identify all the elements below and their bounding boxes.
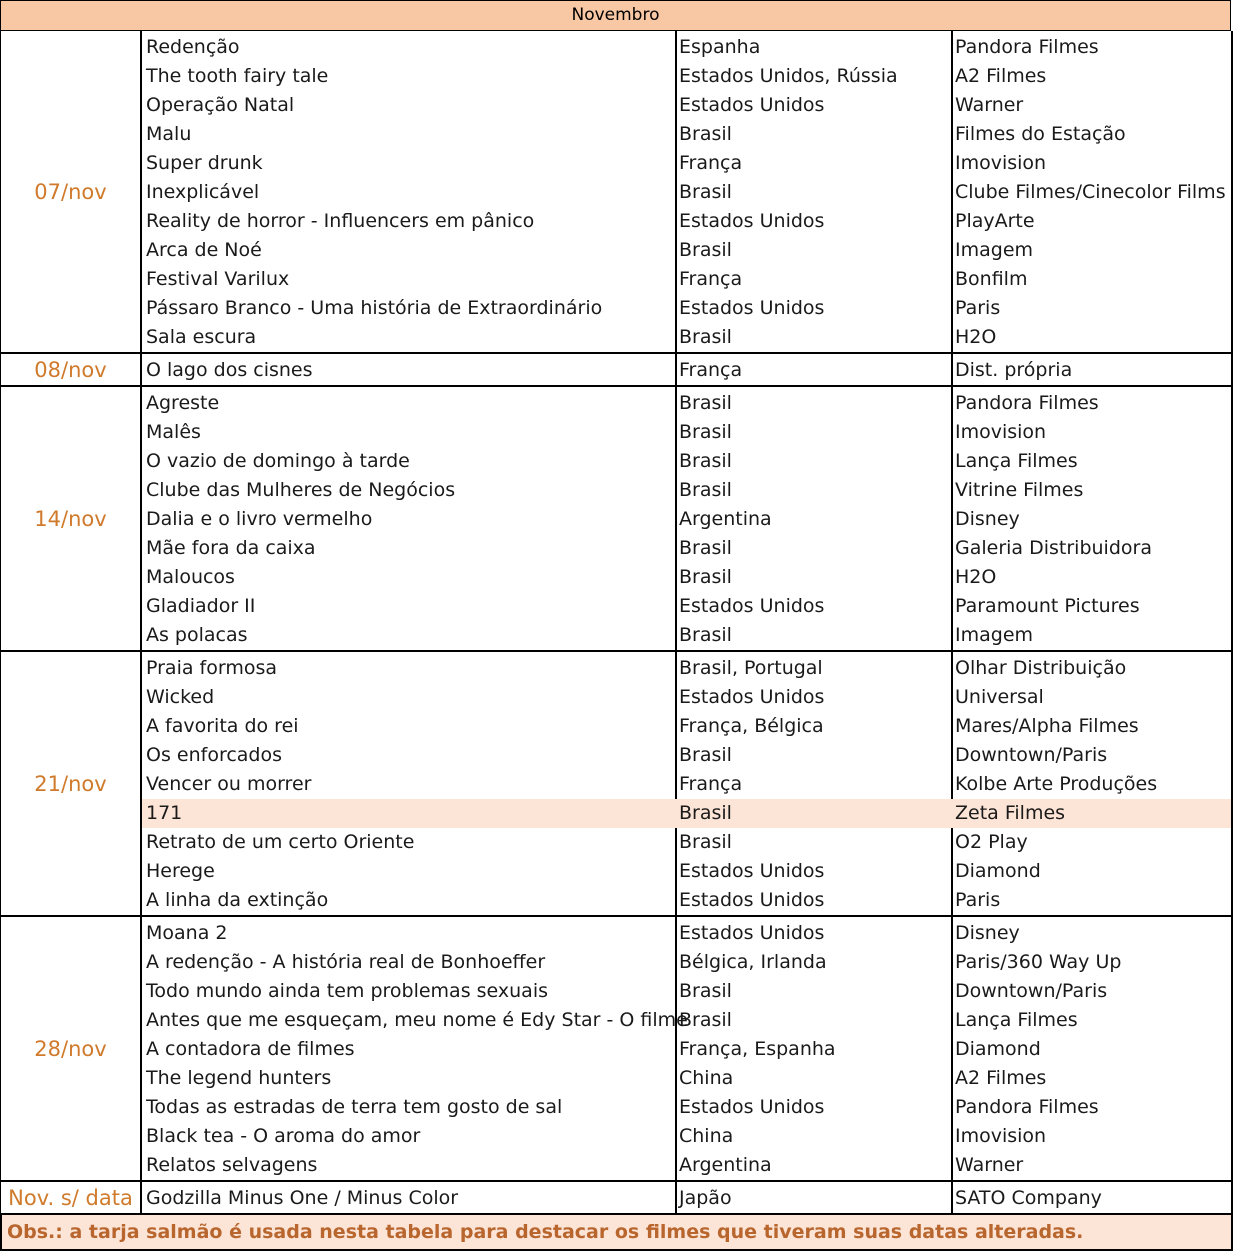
- movie-title: Os enforcados: [146, 744, 283, 766]
- movie-title: The tooth fairy tale: [146, 65, 329, 87]
- movie-title: O lago dos cisnes: [146, 359, 313, 381]
- movie-distributor: Imovision: [955, 152, 1047, 174]
- movie-country: Brasil: [679, 479, 732, 501]
- movie-distributor: Pandora Filmes: [955, 1096, 1099, 1118]
- movie-title: As polacas: [146, 624, 248, 646]
- movie-title: Antes que me esqueçam, meu nome é Edy Star - O filme: [146, 1009, 688, 1031]
- movie-country: Brasil: [679, 181, 732, 203]
- movie-country: Argentina: [679, 1154, 772, 1176]
- movie-country: Estados Unidos: [679, 1096, 825, 1118]
- movie-title: Festival Varilux: [146, 268, 290, 290]
- movie-distributor: Lança Filmes: [955, 450, 1078, 472]
- movie-distributor: Zeta Filmes: [955, 802, 1066, 824]
- movie-country: França: [679, 152, 743, 174]
- movie-distributor: Warner: [955, 94, 1024, 116]
- movie-country: Estados Unidos: [679, 297, 825, 319]
- table-row-highlighted: [142, 799, 1231, 828]
- table-row: [142, 1006, 1231, 1035]
- movie-distributor: Dist. própria: [955, 359, 1073, 381]
- movie-distributor: Warner: [955, 1154, 1024, 1176]
- table-row: [142, 1151, 1231, 1180]
- table-row: [142, 1035, 1231, 1064]
- movie-distributor: Lança Filmes: [955, 1009, 1078, 1031]
- movie-title: Moana 2: [146, 922, 228, 944]
- table-row: [142, 62, 1231, 91]
- movie-country: Brasil: [679, 537, 732, 559]
- table-row: [142, 294, 1231, 323]
- release-date-label: 14/nov: [0, 387, 142, 650]
- movie-title: Mãe fora da caixa: [146, 537, 316, 559]
- movie-title: A favorita do rei: [146, 715, 299, 737]
- movie-title: Super drunk: [146, 152, 263, 174]
- table-row: [142, 977, 1231, 1006]
- table-row: [142, 91, 1231, 120]
- movie-distributor: Pandora Filmes: [955, 36, 1099, 58]
- table-row: [142, 919, 1231, 948]
- movie-country: França: [679, 268, 743, 290]
- movie-country: Estados Unidos: [679, 210, 825, 232]
- table-row: [142, 563, 1231, 592]
- table-row: [142, 33, 1231, 62]
- movie-country: Brasil: [679, 744, 732, 766]
- table-row: [142, 149, 1231, 178]
- movie-distributor: Downtown/Paris: [955, 980, 1108, 1002]
- movie-country: França: [679, 773, 743, 795]
- movie-distributor: Kolbe Arte Produções: [955, 773, 1158, 795]
- movie-distributor: Pandora Filmes: [955, 392, 1099, 414]
- movie-distributor: Universal: [955, 686, 1044, 708]
- movie-country: Argentina: [679, 508, 772, 530]
- movie-country: Brasil: [679, 831, 732, 853]
- movie-title: Clube das Mulheres de Negócios: [146, 479, 456, 501]
- table-row: [142, 323, 1231, 352]
- movie-country: Espanha: [679, 36, 761, 58]
- movie-distributor: A2 Filmes: [955, 65, 1047, 87]
- movie-distributor: Filmes do Estação: [955, 123, 1126, 145]
- movie-title: Wicked: [146, 686, 215, 708]
- movie-title: Relatos selvagens: [146, 1154, 318, 1176]
- table-row: [142, 418, 1231, 447]
- table-row: [142, 447, 1231, 476]
- movie-title: Godzilla Minus One / Minus Color: [146, 1187, 459, 1209]
- movie-country: Brasil, Portugal: [679, 657, 823, 679]
- movie-distributor: Paris/360 Way Up: [955, 951, 1122, 973]
- movie-title: Praia formosa: [146, 657, 278, 679]
- month-header: Novembro: [0, 0, 1231, 31]
- movie-distributor: Paramount Pictures: [955, 595, 1140, 617]
- movie-country: China: [679, 1067, 734, 1089]
- table-row: [142, 505, 1231, 534]
- movie-distributor: Imovision: [955, 421, 1047, 443]
- movie-title: Vencer ou morrer: [146, 773, 312, 795]
- table-row: [142, 534, 1231, 563]
- movie-distributor: Galeria Distribuidora: [955, 537, 1152, 559]
- movie-distributor: Bonfilm: [955, 268, 1028, 290]
- movie-distributor: Vitrine Filmes: [955, 479, 1084, 501]
- movie-country: Brasil: [679, 392, 732, 414]
- movie-country: Brasil: [679, 624, 732, 646]
- movie-country: Japão: [679, 1187, 732, 1209]
- movie-distributor: Olhar Distribuição: [955, 657, 1127, 679]
- release-date-group: [0, 354, 1233, 387]
- movie-country: Bélgica, Irlanda: [679, 951, 827, 973]
- table-row: [142, 770, 1231, 799]
- movie-title: Malu: [146, 123, 192, 145]
- movie-country: Brasil: [679, 421, 732, 443]
- table-row: [142, 828, 1231, 857]
- movie-title: 171: [146, 802, 183, 824]
- movie-country: Estados Unidos: [679, 686, 825, 708]
- table-row: [142, 1184, 1231, 1213]
- movie-country: China: [679, 1125, 734, 1147]
- table-row: [142, 683, 1231, 712]
- movie-distributor: Downtown/Paris: [955, 744, 1108, 766]
- movie-distributor: A2 Filmes: [955, 1067, 1047, 1089]
- movie-title: Redenção: [146, 36, 240, 58]
- table-row: [142, 236, 1231, 265]
- movie-country: Estados Unidos: [679, 860, 825, 882]
- table-row: [142, 592, 1231, 621]
- release-date-label: 21/nov: [0, 652, 142, 915]
- table-row: [142, 886, 1231, 915]
- movie-country: França, Espanha: [679, 1038, 836, 1060]
- table-row: [142, 654, 1231, 683]
- highlight-note: Obs.: a tarja salmão é usada nesta tabela para destacar os filmes que tiveram suas datas alteradas.: [0, 1215, 1233, 1251]
- movie-title: Pássaro Branco - Uma história de Extraordinário: [146, 297, 603, 319]
- table-row: [142, 265, 1231, 294]
- movie-distributor: Disney: [955, 508, 1020, 530]
- movie-country: Brasil: [679, 239, 732, 261]
- movie-title: Herege: [146, 860, 215, 882]
- movie-distributor: Mares/Alpha Filmes: [955, 715, 1139, 737]
- movie-title: Agreste: [146, 392, 220, 414]
- movie-title: Todo mundo ainda tem problemas sexuais: [146, 980, 548, 1002]
- movie-distributor: Diamond: [955, 860, 1041, 882]
- movie-title: Reality de horror - Influencers em pânico: [146, 210, 535, 232]
- movie-title: A redenção - A história real de Bonhoeffer: [146, 951, 546, 973]
- movie-distributor: H2O: [955, 566, 997, 588]
- movie-country: Estados Unidos: [679, 889, 825, 911]
- movie-distributor: Paris: [955, 889, 1001, 911]
- table-row: [142, 178, 1231, 207]
- movie-country: Brasil: [679, 326, 732, 348]
- movie-distributor: Paris: [955, 297, 1001, 319]
- movie-distributor: Imagem: [955, 239, 1034, 261]
- table-row: [142, 741, 1231, 770]
- table-row: [142, 1122, 1231, 1151]
- movie-country: Brasil: [679, 802, 732, 824]
- movie-title: A contadora de filmes: [146, 1038, 355, 1060]
- release-date-label: 07/nov: [0, 31, 142, 352]
- movie-distributor: Diamond: [955, 1038, 1041, 1060]
- movie-distributor: O2 Play: [955, 831, 1028, 853]
- movie-country: Estados Unidos: [679, 94, 825, 116]
- movie-country: França, Bélgica: [679, 715, 824, 737]
- release-date-group: [0, 917, 1233, 1182]
- movie-title: Black tea - O aroma do amor: [146, 1125, 421, 1147]
- table-row: [142, 712, 1231, 741]
- movie-title: Maloucos: [146, 566, 235, 588]
- table-row: [142, 857, 1231, 886]
- movie-title: Inexplicável: [146, 181, 260, 203]
- release-date-group: [0, 387, 1233, 652]
- movie-title: A linha da extinção: [146, 889, 329, 911]
- movie-distributor: Imovision: [955, 1125, 1047, 1147]
- table-row: [142, 120, 1231, 149]
- release-date-group: [0, 31, 1233, 354]
- movie-country: Estados Unidos: [679, 922, 825, 944]
- movie-distributor: H2O: [955, 326, 997, 348]
- release-date-group: [0, 652, 1233, 917]
- movie-title: Todas as estradas de terra tem gosto de sal: [146, 1096, 563, 1118]
- table-row: [142, 948, 1231, 977]
- movie-title: Sala escura: [146, 326, 257, 348]
- table-row: [142, 356, 1231, 385]
- movie-country: Brasil: [679, 123, 732, 145]
- movie-distributor: Imagem: [955, 624, 1034, 646]
- table-row: [142, 389, 1231, 418]
- table-row: [142, 207, 1231, 236]
- movie-country: Estados Unidos: [679, 595, 825, 617]
- table-row: [142, 621, 1231, 650]
- table-row: [142, 476, 1231, 505]
- movie-title: Arca de Noé: [146, 239, 262, 261]
- movie-title: O vazio de domingo à tarde: [146, 450, 410, 472]
- movie-distributor: PlayArte: [955, 210, 1035, 232]
- release-date-group: [0, 1182, 1233, 1215]
- movie-distributor: Clube Filmes/Cinecolor Films: [955, 181, 1226, 203]
- release-date-label: Nov. s/ data: [0, 1182, 142, 1213]
- movie-title: Gladiador II: [146, 595, 256, 617]
- table-row: [142, 1093, 1231, 1122]
- table-row: [142, 1064, 1231, 1093]
- movie-title: The legend hunters: [146, 1067, 332, 1089]
- movie-country: Brasil: [679, 450, 732, 472]
- movie-distributor: Disney: [955, 922, 1020, 944]
- movie-country: França: [679, 359, 743, 381]
- release-date-label: 08/nov: [0, 354, 142, 385]
- movie-title: Malês: [146, 421, 201, 443]
- movie-title: Retrato de um certo Oriente: [146, 831, 415, 853]
- movie-title: Dalia e o livro vermelho: [146, 508, 373, 530]
- movie-country: Brasil: [679, 980, 732, 1002]
- release-date-label: 28/nov: [0, 917, 142, 1180]
- movie-title: Operação Natal: [146, 94, 295, 116]
- movie-distributor: SATO Company: [955, 1187, 1102, 1209]
- movie-country: Brasil: [679, 566, 732, 588]
- movie-country: Brasil: [679, 1009, 732, 1031]
- movie-country: Estados Unidos, Rússia: [679, 65, 898, 87]
